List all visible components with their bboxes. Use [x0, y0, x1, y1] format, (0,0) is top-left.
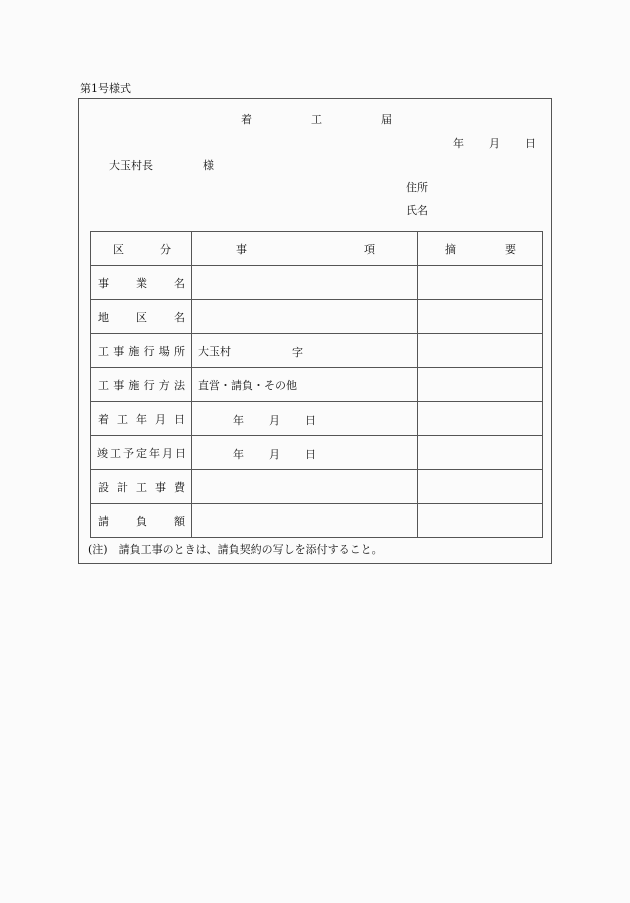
address-label: 住所	[406, 181, 428, 194]
label-char: 負	[136, 514, 147, 528]
label-char: 行	[143, 344, 155, 358]
name-label: 氏名	[406, 204, 428, 217]
header-item	[192, 232, 418, 266]
start-date-field[interactable]	[192, 402, 418, 436]
header-remarks-char: 摘	[445, 242, 456, 256]
start-month-label: 月	[269, 414, 280, 427]
date-year-label: 年	[453, 137, 464, 150]
contract-amount-field[interactable]	[192, 504, 418, 538]
label-char: 費	[174, 480, 185, 494]
row-label	[91, 334, 192, 368]
completion-day-label: 日	[305, 448, 316, 461]
district-name-field[interactable]	[192, 300, 418, 334]
row-label	[91, 504, 192, 538]
row-label	[91, 402, 192, 436]
construction-location-field[interactable]	[192, 334, 418, 368]
label-char: 月	[155, 412, 166, 426]
completion-year-label: 年	[233, 448, 244, 461]
label-char: 方	[158, 378, 170, 392]
label-char: 年	[149, 446, 160, 460]
label-char: 行	[143, 378, 155, 392]
label-char: 年	[136, 412, 147, 426]
remarks-field[interactable]	[418, 504, 543, 538]
label-char: 日	[174, 412, 185, 426]
construction-method-field[interactable]	[192, 368, 418, 402]
label-char: 請	[98, 514, 109, 528]
label-char: 工	[98, 378, 109, 392]
remarks-field[interactable]	[418, 300, 543, 334]
label-char: 工	[98, 344, 109, 358]
location-village: 大玉村	[198, 344, 231, 358]
label-char: 予	[123, 446, 134, 460]
label-char: 月	[162, 446, 173, 460]
form-number: 第1号様式	[80, 82, 131, 95]
table-row	[91, 402, 543, 436]
header-category-char: 区	[113, 242, 124, 256]
date-month-label: 月	[489, 137, 500, 150]
table-row	[91, 266, 543, 300]
label-char: 区	[136, 310, 147, 324]
row-label	[91, 436, 192, 470]
label-char: 事	[98, 276, 109, 290]
label-char: 名	[174, 276, 185, 290]
row-label	[91, 300, 192, 334]
label-char: 工	[117, 412, 128, 426]
header-remarks	[418, 232, 543, 266]
title-char-1: 着	[241, 113, 252, 126]
remarks-field[interactable]	[418, 402, 543, 436]
label-char: 竣	[97, 446, 108, 460]
remarks-field[interactable]	[418, 368, 543, 402]
label-char: 場	[158, 344, 170, 358]
label-char: 額	[174, 514, 185, 528]
header-category-char: 分	[160, 242, 171, 256]
label-char: 施	[128, 344, 140, 358]
footnote: (注) 請負工事のときは、請負契約の写しを添付すること。	[88, 543, 383, 556]
label-char: 工	[136, 480, 147, 494]
label-char: 所	[173, 344, 185, 358]
title-char-2: 工	[311, 113, 322, 126]
project-name-field[interactable]	[192, 266, 418, 300]
table-row	[91, 334, 543, 368]
table-row	[91, 436, 543, 470]
construction-method-options: 直営・請負・その他	[198, 378, 297, 392]
design-cost-field[interactable]	[192, 470, 418, 504]
table-row	[91, 504, 543, 538]
label-char: 計	[117, 480, 128, 494]
label-char: 地	[98, 310, 109, 324]
row-label	[91, 470, 192, 504]
addressee: 大玉村長	[109, 159, 153, 172]
header-category	[91, 232, 192, 266]
table-header-row	[91, 232, 543, 266]
label-char: 事	[113, 344, 125, 358]
remarks-field[interactable]	[418, 470, 543, 504]
location-aza: 字	[292, 346, 303, 359]
table-row	[91, 300, 543, 334]
remarks-field[interactable]	[418, 334, 543, 368]
header-remarks-char: 要	[505, 242, 516, 256]
label-char: 業	[136, 276, 147, 290]
start-year-label: 年	[233, 414, 244, 427]
application-table	[90, 231, 543, 538]
label-char: 施	[128, 378, 140, 392]
label-char: 定	[136, 446, 147, 460]
label-char: 名	[174, 310, 185, 324]
header-item-char: 事	[236, 242, 247, 256]
label-char: 設	[98, 480, 109, 494]
completion-date-field[interactable]	[192, 436, 418, 470]
date-day-label: 日	[525, 137, 536, 150]
start-day-label: 日	[305, 414, 316, 427]
row-label	[91, 368, 192, 402]
label-char: 事	[155, 480, 166, 494]
remarks-field[interactable]	[418, 266, 543, 300]
header-item-char: 項	[364, 242, 375, 256]
completion-month-label: 月	[269, 448, 280, 461]
label-char: 法	[173, 378, 185, 392]
row-label	[91, 266, 192, 300]
title-char-3: 届	[381, 113, 392, 126]
form-frame	[78, 98, 552, 564]
label-char: 工	[110, 446, 121, 460]
honorific: 様	[203, 159, 214, 172]
table-row	[91, 470, 543, 504]
label-char: 着	[98, 412, 109, 426]
table-row	[91, 368, 543, 402]
label-char: 事	[113, 378, 125, 392]
label-char: 日	[175, 446, 186, 460]
remarks-field[interactable]	[418, 436, 543, 470]
